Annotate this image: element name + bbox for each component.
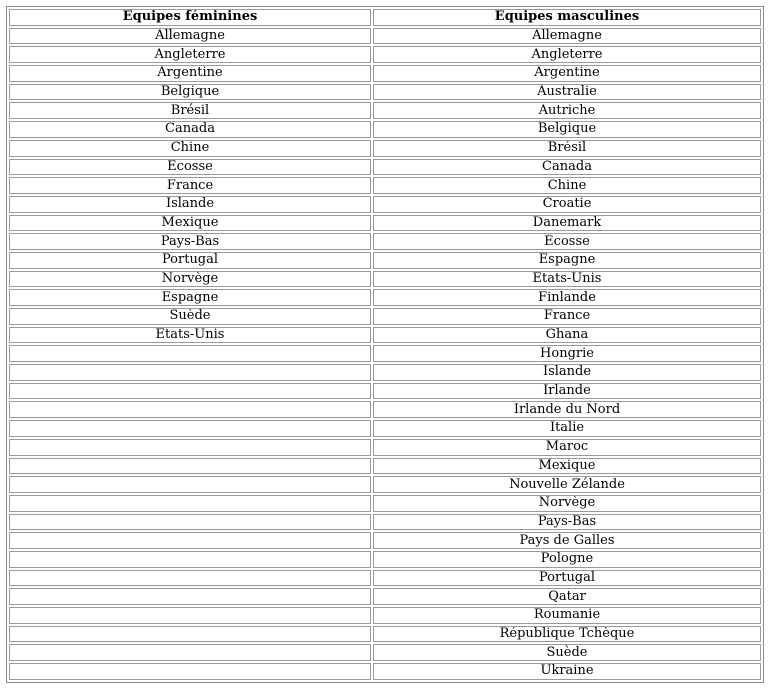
table-row (9, 84, 761, 101)
men-team-cell: Finlande (373, 289, 761, 306)
women-team-cell: Mexique (9, 215, 371, 232)
women-team-cell (9, 626, 371, 643)
men-team-cell: Irlande du Nord (373, 401, 761, 418)
table-row (9, 345, 761, 362)
women-team-cell: Angleterre (9, 46, 371, 63)
men-team-cell: Croatie (373, 196, 761, 213)
table-row (9, 102, 761, 119)
table-row (9, 626, 761, 643)
men-team-cell: Autriche (373, 102, 761, 119)
men-team-cell: Qatar (373, 588, 761, 605)
men-team-cell: Hongrie (373, 345, 761, 362)
women-team-cell (9, 514, 371, 531)
table-row (9, 551, 761, 568)
table-row (9, 439, 761, 456)
men-team-cell: Roumanie (373, 607, 761, 624)
table-row (9, 65, 761, 82)
header-men-teams: Équipes masculines (373, 9, 761, 26)
women-team-cell (9, 607, 371, 624)
header-row (9, 9, 761, 26)
men-team-cell: Nouvelle Zélande (373, 476, 761, 493)
women-team-cell (9, 476, 371, 493)
women-team-cell: Chine (9, 140, 371, 157)
women-team-cell: Suède (9, 308, 371, 325)
men-team-cell: Belgique (373, 121, 761, 138)
women-team-cell (9, 420, 371, 437)
men-team-cell: Islande (373, 364, 761, 381)
women-team-cell (9, 383, 371, 400)
men-team-cell: Ukraine (373, 663, 761, 680)
women-team-cell (9, 532, 371, 549)
men-team-cell: Argentine (373, 65, 761, 82)
women-team-cell: France (9, 177, 371, 194)
women-team-cell (9, 644, 371, 661)
table-row (9, 159, 761, 176)
women-team-cell: Islande (9, 196, 371, 213)
men-team-cell: Brésil (373, 140, 761, 157)
table-row (9, 570, 761, 587)
men-team-cell: Chine (373, 177, 761, 194)
table-row (9, 607, 761, 624)
men-team-cell: Pologne (373, 551, 761, 568)
table-row (9, 458, 761, 475)
men-team-cell: Canada (373, 159, 761, 176)
table-row (9, 420, 761, 437)
table-row (9, 364, 761, 381)
women-team-cell: Belgique (9, 84, 371, 101)
table-row (9, 289, 761, 306)
women-team-cell: Canada (9, 121, 371, 138)
women-team-cell: Brésil (9, 102, 371, 119)
table-row (9, 140, 761, 157)
women-team-cell: Pays-Bas (9, 233, 371, 250)
table-row (9, 252, 761, 269)
women-team-cell (9, 364, 371, 381)
table-row (9, 271, 761, 288)
women-team-cell: Écosse (9, 159, 371, 176)
women-team-cell: Espagne (9, 289, 371, 306)
table-row (9, 196, 761, 213)
table-row (9, 495, 761, 512)
table-row (9, 28, 761, 45)
women-team-cell (9, 588, 371, 605)
table-row (9, 121, 761, 138)
table-row (9, 532, 761, 549)
women-team-cell (9, 345, 371, 362)
women-team-cell (9, 663, 371, 680)
women-team-cell (9, 495, 371, 512)
women-team-cell (9, 570, 371, 587)
table-row (9, 383, 761, 400)
men-team-cell: Espagne (373, 252, 761, 269)
men-team-cell: Portugal (373, 570, 761, 587)
men-team-cell: Danemark (373, 215, 761, 232)
men-team-cell: Maroc (373, 439, 761, 456)
women-team-cell (9, 458, 371, 475)
women-team-cell (9, 551, 371, 568)
men-team-cell: Pays-Bas (373, 514, 761, 531)
table-row (9, 215, 761, 232)
table-row (9, 401, 761, 418)
table-row (9, 663, 761, 680)
men-team-cell: Suède (373, 644, 761, 661)
table-row (9, 308, 761, 325)
table-row (9, 233, 761, 250)
women-team-cell: Allemagne (9, 28, 371, 45)
women-team-cell: Norvège (9, 271, 371, 288)
table-row (9, 177, 761, 194)
men-team-cell: Ghana (373, 327, 761, 344)
table-row (9, 476, 761, 493)
table-row (9, 327, 761, 344)
men-team-cell: France (373, 308, 761, 325)
men-team-cell: Italie (373, 420, 761, 437)
men-team-cell: Angleterre (373, 46, 761, 63)
women-team-cell (9, 401, 371, 418)
men-team-cell: Pays de Galles (373, 532, 761, 549)
women-team-cell: États-Unis (9, 327, 371, 344)
women-team-cell: Argentine (9, 65, 371, 82)
men-team-cell: Norvège (373, 495, 761, 512)
men-team-cell: Allemagne (373, 28, 761, 45)
men-team-cell: Australie (373, 84, 761, 101)
header-women-teams: Équipes féminines (9, 9, 371, 26)
men-team-cell: République Tchèque (373, 626, 761, 643)
table-row (9, 514, 761, 531)
men-team-cell: États-Unis (373, 271, 761, 288)
men-team-cell: Mexique (373, 458, 761, 475)
women-team-cell: Portugal (9, 252, 371, 269)
table-row (9, 644, 761, 661)
teams-table (6, 6, 764, 683)
table-row (9, 46, 761, 63)
men-team-cell: Irlande (373, 383, 761, 400)
men-team-cell: Écosse (373, 233, 761, 250)
women-team-cell (9, 439, 371, 456)
table-row (9, 588, 761, 605)
